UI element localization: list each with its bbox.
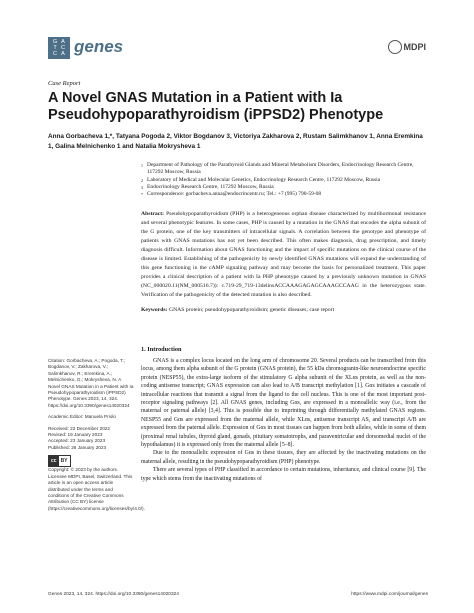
affiliation-text: Endocrinology Research Centre, 117292 Moscow, Russia [147,183,274,190]
affiliation-number: * [141,192,143,198]
revised-date: Revised: 19 January 2023 [48,432,103,438]
article-type: Case Report [48,80,81,87]
logo-letter: A [61,39,65,45]
academic-editor: Academic Editor: Manuela Priolo [48,414,117,420]
affiliation-item [141,177,426,184]
keywords [141,306,426,314]
mdpi-icon [388,40,402,54]
journal-name: genes [74,37,124,56]
affiliation-number: 3 [141,184,143,190]
keywords-label: Keywords: [141,307,168,313]
page-footer [48,592,428,597]
published-date: Published: 26 January 2023 [48,444,107,450]
abstract [141,210,426,300]
introduction-body [141,357,426,483]
abstract-text: Pseudohypoparathyroidism (PHP) is a heterogeneous orphan disease characterized by multihormonal resistance and several phenotypic features. In some cases, PHP is caused by a mutation in the GNAS that encodes the alpha subunit of the G protein, one of the key transmitters of intracellular signals. A correlation between the genotype and phenotype of patients with GNAS mutations has not yet been described. This often makes diagnosis, drug prescription, and timely diagnosis difficult. Information about GNAS functioning and the impact of specific mutations on the clinical course of the disease is limited. Establishing of the pathogenicity by newly identified GNAS mutations will expand the understanding of this gene functioning in the cAMP signaling pathway and may become the basis for personalized treatment. This paper provides a clinical description of a patient with Ia PHP phenotype caused by a previously unknown mutation in GNAS (NC_000020.11(NM_000516.7)): c.719-29_719-13delinsACCAAAGAGAGCAAAGCCAAG in the heterozygous state. Verification of the pathogenicity of the detected mutation is also described. [141,211,427,298]
affiliations [141,162,426,198]
logo-letter: G [52,39,58,45]
footer-citation[interactable]: Genes 2023, 14, 324. https://doi.org/10.3390/genes14020324 [48,592,179,597]
citation: Citation: Gorbacheva, A.; Pogoda, T.; Bogdanov, V.; Zakharova, V.; Salimkhanov, R.; Eremkina, A.; Melnichenko, G.; Mokrysheva, N. A Novel GNAS Mutation in a Patient with Ia Pseudohypoparathyroidism (iPPSD2) Phenotype. Genes 2023, 14, 324. https://doi.org/10.3390/genes14020324 [48,358,134,408]
keywords-text: GNAS protein; pseudohypoparathyroidism; genetic diseases; case report [168,307,335,313]
affiliation-item [141,162,426,177]
affiliation-text: Department of Pathology of the Parathyroid Glands and Mineral Metabolism Disorders, Endocrinology Research Centre, 117292 Moscow, Russia [147,162,414,176]
affiliation-item [141,191,426,198]
logo-letter: C [61,45,65,51]
section-heading: 1. Introduction [141,346,182,353]
cc-icon: cc [51,458,57,465]
logo-letter: A [61,51,65,57]
copyright-notice: Copyright: © 2023 by the authors. Licensee MDPI, Basel, Switzerland. This article is an open access article distributed under the terms and conditions of the Creative Commons Attribution (CC BY) license (https://creativecommons.org/licenses/by/4.0/). [48,467,145,511]
by-icon: BY [60,458,68,465]
paragraph: There are several types of PHP classified in accordance to certain mutations, inheritance, and clinical course [9]. The type which stems from the inactivating mutations of [141,467,426,482]
paragraph: GNAS is a complex locus located on the long arm of chromosome 20. Several products can be transcribed from this locus, among them alpha subunit of the G protein (GNAS protein), the 55 kDa chromogranin-like neuroendocrine specific protein (NESP55), the extra-large isoform of the stimulatory G alpha subunit of the XLαs protein, as well as the non-coding antisense transcript; GNAS expression can also lead to A/B transcript methylation [1]. Gαs initiates a cascade of intracellular reactions that transmit a signal from the ligand to the cell nucleus. This is one of the most important post-receptor signaling pathways [2]. All GNAS genes, including Gαs, are expressed in a monoallelic way (i.e., from the maternal or paternal allele) [3,4]. This is possible due to imprinting through differentially methylated GNAS regions. NESP55 and Gαs are expressed from the maternal allele, while XLαs, antisense transcript AS, and transcript A/B are expressed from the paternal allele. Expression of Gαs in most tissues can happen from both alleles, while in some of them (proximal renal tubules, thyroid gland, gonads, pituitary somatotrophs, and paraventricular and dorsomedial nuclei of the hypothalamus) it is expressed only from the maternal allele [5–8]. [141,358,426,449]
paper-title: A Novel GNAS Mutation in a Patient with Ia Pseudohypoparathyroidism (iPPSD2) Phenotype [48,90,384,123]
sidebar [48,358,145,512]
accepted-date: Accepted: 23 January 2023 [48,438,106,444]
affiliation-text: Laboratory of Medical and Molecular Genetics, Endocrinology Research Centre, 117292 Moscow, Russia [147,176,381,183]
affiliation-number: 2 [141,177,143,183]
affiliation-number: 1 [141,163,143,168]
received-date: Received: 22 December 2022 [48,425,111,431]
paragraph: Due to the monoallelic expression of Gαs in these tissues, they are affected by the inactivating mutations on the maternal allele, resulting in the pseudohypoparathyroidism (PHP) phenotype. [141,450,426,465]
cc-license-badge[interactable] [48,455,71,467]
logo-letter: C [53,51,57,57]
author-list: Anna Gorbacheva 1,*, Tatyana Pogoda 2, Viktor Bogdanov 3, Victoriya Zakharova 2, Rustam Salimkhanov 1, Anna Eremkina 1, Galina Melnichenko 1 and Natalia Mokrysheva 1 [48,133,423,150]
logo-letter: T [53,45,57,51]
correspondence-text: Correspondence: gorbacheva.anna@endocrincentr.ru; Tel.: +7 (995) 790-59-08 [147,191,322,198]
publisher-logo [388,40,427,54]
abstract-label: Abstract: [141,211,165,217]
footer-journal-link[interactable]: https://www.mdpi.com/journal/genes [351,592,428,597]
publisher-name: MDPI [403,42,426,52]
journal-logo [48,37,70,59]
